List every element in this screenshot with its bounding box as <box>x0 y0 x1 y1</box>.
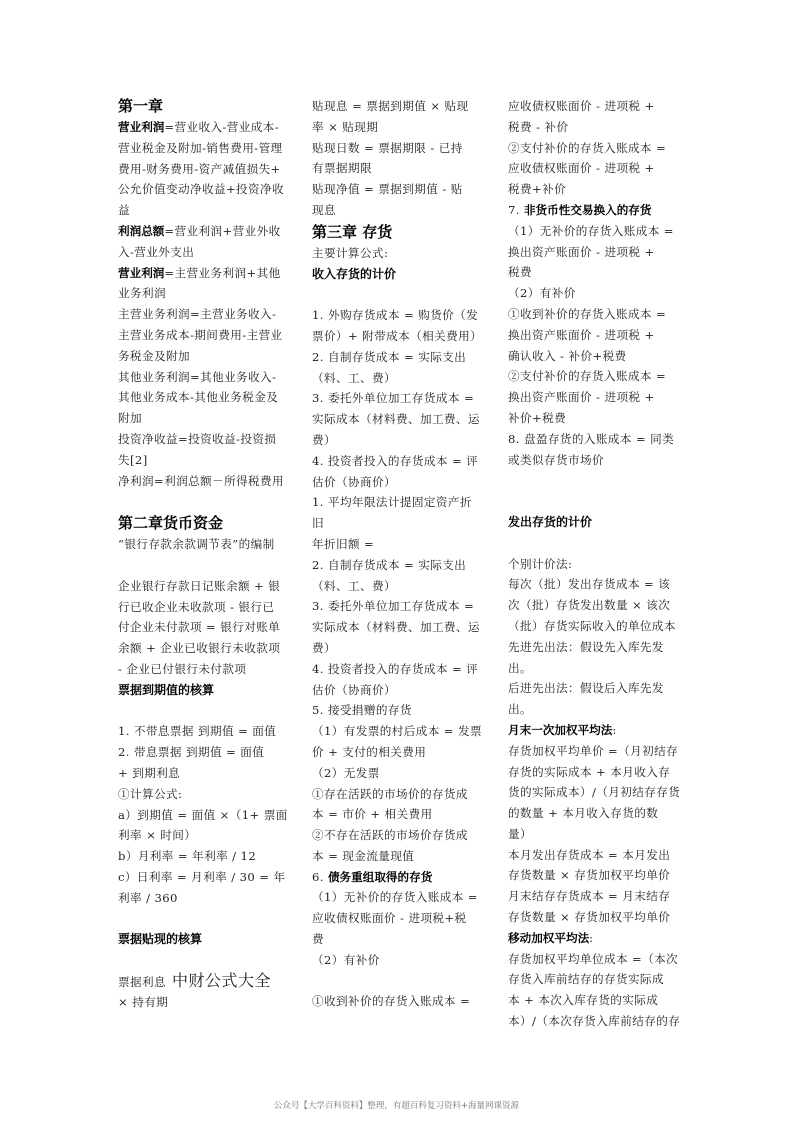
text-line <box>118 346 286 367</box>
line-text: 货的实际成本）/（月初结存存货 <box>508 785 681 800</box>
line-text: 1. 不带息票据 到期值 = 面值 <box>118 724 277 739</box>
blank-line <box>118 908 286 929</box>
text-line <box>118 617 286 638</box>
text-line <box>118 179 286 200</box>
text-line <box>508 304 676 325</box>
line-text: 本月发出存货成本 = 本月发出 <box>508 847 671 862</box>
text-line <box>508 450 676 471</box>
line-text: 8. 盘盈存货的入账成本 = 同类 <box>508 431 675 446</box>
line-text: 主要计算公式: <box>312 245 389 260</box>
text-line <box>312 596 480 617</box>
line-text: 贴现息 = 票据到期值 × 贴现 <box>312 99 469 113</box>
text-line <box>312 138 480 159</box>
line-text: 估价（协商价） <box>312 682 396 697</box>
line-text: 存货入库前结存的存货实际成 <box>508 972 664 987</box>
line-text: + 到期利息 <box>118 765 181 780</box>
text-line <box>118 471 286 492</box>
text-line <box>312 513 480 534</box>
text-line <box>508 429 676 450</box>
text-line <box>312 96 480 117</box>
column-2 <box>312 96 483 1012</box>
text-line <box>118 429 286 450</box>
section-heading <box>312 264 480 285</box>
text-line <box>508 678 676 699</box>
line-text: 余额 + 企业已收银行未收款项 <box>118 641 281 656</box>
line-text: 个别计价法: <box>508 556 573 571</box>
line-text: ①收到补价的存货入账成本 = <box>508 306 667 321</box>
text-line <box>312 908 480 929</box>
text-line <box>118 263 286 284</box>
text-line <box>508 96 676 117</box>
line-text: 出。 <box>508 660 532 675</box>
line-text: b）月利率 = 年利率 / 12 <box>118 849 257 864</box>
line-text: 月末结存存货成本 = 月末结存 <box>508 889 671 904</box>
text-line <box>508 262 676 283</box>
text-line <box>118 221 286 242</box>
line-text: 3. 委托外单位加工存货成本 = <box>312 599 475 614</box>
text-line <box>508 637 676 658</box>
text-line <box>118 597 286 618</box>
line-text: 利率 × 时间） <box>118 828 197 843</box>
text-line <box>508 616 676 637</box>
text-line <box>118 721 286 742</box>
text-line <box>312 158 480 179</box>
text-line <box>312 867 480 888</box>
text-line <box>312 721 480 742</box>
text-line <box>312 846 480 867</box>
line-text: : <box>589 930 594 945</box>
line-text: 年折旧额 = <box>312 536 375 551</box>
text-line <box>312 929 480 950</box>
line-text: 现息 <box>312 202 336 217</box>
text-line <box>312 887 480 908</box>
line-text: 税费 <box>508 265 532 280</box>
bold-term: 债务重组取得的存货 <box>327 869 433 884</box>
text-line <box>312 638 480 659</box>
line-text: 发出存货的计价 <box>508 514 593 529</box>
text-line <box>312 368 480 389</box>
text-line <box>508 762 676 783</box>
text-line <box>312 659 480 680</box>
line-text: 1. 外购存货成本 = 购货价（发 <box>312 308 479 323</box>
text-line <box>508 907 676 928</box>
line-text: （料、工、费） <box>312 370 396 385</box>
text-line <box>508 179 676 200</box>
text-line <box>508 928 676 949</box>
section-heading <box>508 512 676 533</box>
text-line <box>508 782 681 803</box>
text-line <box>118 659 286 680</box>
line-text: 失[2] <box>118 452 148 467</box>
text-line <box>312 347 480 368</box>
text-line <box>312 243 480 264</box>
line-text: （2）有补价 <box>508 286 576 301</box>
text-line <box>312 179 480 200</box>
line-text: 1. 平均年限法计提固定资产折 <box>312 495 472 510</box>
line-text: 4. 投资者投入的存货成本 = 评 <box>312 661 479 676</box>
text-line <box>508 803 676 824</box>
text-line <box>312 804 480 825</box>
line-text: 先进先出法：假设先入库先发 <box>508 639 664 654</box>
line-text: 附加 <box>118 411 142 426</box>
blank-line <box>118 555 286 576</box>
line-text: 的数量 + 本月收入存货的数 <box>508 806 659 821</box>
text-line <box>312 430 480 451</box>
line-text: 实际成本（材料费、加工费、运 <box>312 620 480 635</box>
text-line <box>312 451 480 472</box>
line-text: 或类似存货市场价 <box>508 452 604 467</box>
text-line <box>508 325 676 346</box>
column-3 <box>508 96 681 1032</box>
line-text: 4. 投资者投入的存货成本 = 评 <box>312 453 479 468</box>
line-text: × 持有期 <box>118 994 169 1009</box>
line-text: a）到期值 = 面值 ×（1+ 票面 <box>118 807 288 822</box>
bold-term: 移动加权平均法 <box>508 930 590 945</box>
text-line <box>508 886 676 907</box>
text-line <box>312 534 480 555</box>
text-line <box>508 1011 681 1032</box>
line-text: 2. 带息票据 到期值 = 面值 <box>118 745 265 760</box>
text-line <box>508 158 676 179</box>
text-line <box>118 867 286 888</box>
line-text: 应收债权账面价 - 进项税 + <box>508 99 655 113</box>
line-text: （2）无发票 <box>312 765 380 780</box>
line-text: 本 = 市价 + 相关费用 <box>312 807 433 822</box>
text-line <box>508 990 676 1011</box>
text-line <box>312 742 480 763</box>
text-line <box>312 388 480 409</box>
column-1 <box>118 95 286 1012</box>
text-line <box>312 617 480 638</box>
line-text: 3. 委托外单位加工存货成本 = <box>312 391 475 406</box>
blank-line <box>118 491 286 512</box>
line-text: 行已收企业未收款项 - 银行已 <box>118 599 275 614</box>
text-line <box>118 159 286 180</box>
line-text: 旧 <box>312 516 324 531</box>
line-text: 实际成本（材料费、加工费、运 <box>312 412 480 427</box>
line-text: ①计算公式: <box>118 786 183 801</box>
text-line <box>508 720 676 741</box>
line-text: 存货的实际成本 + 本月收入存 <box>508 764 671 779</box>
line-text: 有票据期限 <box>312 161 372 176</box>
text-line <box>508 138 676 159</box>
watermark-title: 中财公式大全 <box>171 970 271 990</box>
text-line <box>312 555 480 576</box>
line-text: 5. 接受捐赠的存货 <box>312 703 412 718</box>
line-text: （批）存货实际收入的单位成本 <box>508 618 676 633</box>
line-text: 投资净收益=投资收益-投资损 <box>118 431 277 446</box>
line-text: 本 = 现金流量现值 <box>312 848 415 863</box>
line-text: 后进先出法：假设后入库先发 <box>508 681 664 696</box>
line-text: 6. <box>312 869 328 884</box>
line-text: 收入存货的计价 <box>312 266 397 281</box>
line-text: （1）有发票的村后成本 = 发票 <box>312 724 482 739</box>
line-text: 入-营业外支出 <box>118 244 195 259</box>
line-text: 率 × 贴现期 <box>312 119 379 134</box>
line-text: 价 + 支付的相关费用 <box>312 744 427 759</box>
line-text: 营业税金及附加-销售费用-管理 <box>118 140 283 155</box>
line-text: ①收到补价的存货入账成本 = <box>312 994 471 1009</box>
line-text: 存货加权平均单位成本 =（本次 <box>508 951 679 966</box>
text-line <box>118 971 286 992</box>
text-line <box>508 387 676 408</box>
section-heading <box>118 929 286 950</box>
text-line <box>312 576 480 597</box>
chapter-heading <box>118 95 286 117</box>
line-text: “银行存款余款调节表”的编制 <box>118 537 275 552</box>
line-text: 费） <box>312 640 336 655</box>
line-text: 应收债权账面价 - 进项税+税 <box>312 911 467 926</box>
line-text: 益 <box>118 203 130 218</box>
text-line <box>118 888 286 909</box>
text-line <box>118 117 286 138</box>
text-line <box>312 680 480 701</box>
line-text: =营业利润+营业外收 <box>164 223 281 238</box>
line-text: 费） <box>312 432 336 447</box>
text-line <box>508 699 676 720</box>
bold-term: 利润总额 <box>118 223 165 238</box>
blank-line <box>508 470 676 491</box>
blank-line <box>312 284 480 305</box>
line-text: 贴现净值 = 票据到期值 - 贴 <box>312 182 463 197</box>
line-text: 企业银行存款日记账余额 + 银 <box>118 578 281 593</box>
text-line <box>508 221 676 242</box>
line-text: 贴现日数 = 票据期限 - 已持 <box>312 140 463 155</box>
line-text: （1）无补价的存货入账成本 = <box>312 890 478 905</box>
text-line <box>118 846 286 867</box>
line-text: 费用-财务费用-资产减值损失+ <box>118 161 281 176</box>
text-line <box>118 138 286 159</box>
text-line <box>312 784 480 805</box>
text-line <box>118 304 286 325</box>
line-text: （1）无补价的存货入账成本 = <box>508 223 674 238</box>
text-line <box>312 950 480 971</box>
line-text: 务税金及附加 <box>118 348 190 363</box>
line-text: 量） <box>508 826 532 841</box>
blank-line <box>118 701 286 722</box>
line-text: 票据利息 <box>118 974 166 989</box>
line-text: ②支付补价的存货入账成本 = <box>508 369 667 384</box>
line-text: 公允价值变动净收益+投资净收 <box>118 182 285 197</box>
line-text: 付企业未付款项 = 银行对账单 <box>118 620 281 635</box>
line-text: ②不存在活跃的市场价存货成 <box>312 828 468 843</box>
text-line <box>508 658 676 679</box>
text-line <box>312 472 480 493</box>
text-line <box>118 408 286 429</box>
text-line <box>118 283 286 304</box>
line-text: 主营业务利润=主营业务收入- <box>118 307 277 322</box>
text-line <box>118 805 286 826</box>
line-text: 业务利润 <box>118 286 166 301</box>
text-line <box>508 969 676 990</box>
line-text: 存货加权平均单价 =（月初结存 <box>508 743 679 758</box>
line-text: 本）/（本次存货入库前结存的存 <box>508 1014 681 1029</box>
text-line <box>118 325 286 346</box>
text-line <box>118 242 286 263</box>
line-text: 确认收入 - 补价+税费 <box>508 348 627 363</box>
bold-term: 营业利润 <box>118 120 165 134</box>
text-line <box>312 763 480 784</box>
blank-line <box>312 971 480 992</box>
text-line <box>312 200 480 221</box>
line-text: 2. 自制存货成本 = 实际支出 <box>312 349 467 364</box>
blank-line <box>508 533 676 554</box>
line-text: 补价+税费 <box>508 410 567 425</box>
line-text: 换出资产账面价 - 进项税 + <box>508 390 655 405</box>
line-text: 第三章 存货 <box>312 222 393 241</box>
line-text: ①存在活跃的市场价的存货成 <box>312 786 468 801</box>
text-line <box>118 576 286 597</box>
text-line <box>118 763 286 784</box>
bold-term: 营业利润 <box>118 265 165 280</box>
line-text: =主营业务利润+其他 <box>164 265 281 280</box>
text-line <box>508 117 676 138</box>
line-text: - 企业已付银行未付款项 <box>118 661 247 676</box>
line-text: c）日利率 = 月利率 / 30 = 年 <box>118 869 286 884</box>
text-line <box>508 574 676 595</box>
text-line <box>118 992 286 1013</box>
line-text: =营业收入-营业成本- <box>164 120 280 134</box>
line-text: （料、工、费） <box>312 578 396 593</box>
line-text: 票价）+ 附带成本（相关费用） <box>312 328 483 343</box>
footer-note: 公众号【大学百科资料】整理，有超百科复习资料+海量网课资源 <box>273 1101 520 1111</box>
line-text: 应收债权账面价 - 进项税 + <box>508 161 655 176</box>
text-line <box>508 824 676 845</box>
text-line <box>118 367 286 388</box>
text-line <box>508 554 676 575</box>
text-line <box>118 450 286 471</box>
line-text: 换出资产账面价 - 进项税 + <box>508 244 655 259</box>
text-line <box>508 408 676 429</box>
line-text: 费 <box>312 932 324 947</box>
line-text: 2. 自制存货成本 = 实际支出 <box>312 557 467 572</box>
line-text: 次（批）存货发出数量 × 该次 <box>508 598 671 613</box>
text-line <box>118 387 286 408</box>
section-heading <box>118 680 286 701</box>
text-line <box>118 825 286 846</box>
text-line <box>508 242 676 263</box>
line-text: 出。 <box>508 702 532 717</box>
text-line <box>312 117 480 138</box>
line-text: 净利润=利润总额－所得税费用 <box>118 473 285 488</box>
line-text: 换出资产账面价 - 进项税 + <box>508 327 655 342</box>
text-line <box>118 638 286 659</box>
text-line <box>508 845 676 866</box>
blank-line <box>508 491 676 512</box>
text-line <box>508 949 679 970</box>
line-text: ②支付补价的存货入账成本 = <box>508 140 667 155</box>
line-text: 税费 - 补价 <box>508 119 569 134</box>
text-line <box>508 741 679 762</box>
text-line <box>312 409 480 430</box>
text-line <box>312 700 480 721</box>
chapter-heading <box>118 512 286 534</box>
line-text: 其他业务成本-其他业务税金及 <box>118 390 279 405</box>
line-text: 每次（批）发出存货成本 = 该 <box>508 577 671 592</box>
line-text: 本 + 本次入库存货的实际成 <box>508 993 659 1008</box>
line-text: : <box>612 722 617 737</box>
text-line <box>118 784 286 805</box>
line-text: 税费+补价 <box>508 182 567 197</box>
line-text: 第二章货币资金 <box>118 514 224 533</box>
text-line <box>118 742 286 763</box>
text-line <box>312 305 480 326</box>
bold-term: 非货币性交易换入的存货 <box>523 202 652 217</box>
text-line <box>118 200 286 221</box>
line-text: 其他业务利润=其他业务收入- <box>118 369 277 384</box>
line-text: 第一章 <box>118 97 164 115</box>
line-text: 7. <box>508 202 524 217</box>
line-text: 估价（协商价） <box>312 474 396 489</box>
text-line <box>508 346 676 367</box>
text-line <box>508 865 676 886</box>
text-line <box>312 492 480 513</box>
text-line <box>508 200 676 221</box>
text-line <box>118 534 286 555</box>
chapter-heading <box>312 221 480 243</box>
line-text: 存货数量 × 存货加权平均单价 <box>508 868 671 883</box>
text-line <box>508 595 676 616</box>
line-text: 存货数量 × 存货加权平均单价 <box>508 910 671 925</box>
line-text: 票据到期值的核算 <box>118 682 215 697</box>
line-text: （2）有补价 <box>312 952 380 967</box>
line-text: 主营业务成本-期间费用-主营业 <box>118 327 283 342</box>
text-line <box>312 991 480 1012</box>
line-text: 票据贴现的核算 <box>118 932 203 947</box>
line-text: 利率 / 360 <box>118 890 178 905</box>
bold-term: 月末一次加权平均法 <box>508 722 613 737</box>
blank-line <box>118 950 286 971</box>
text-line <box>312 825 480 846</box>
text-line <box>508 366 676 387</box>
text-line <box>508 283 676 304</box>
text-line <box>312 326 483 347</box>
